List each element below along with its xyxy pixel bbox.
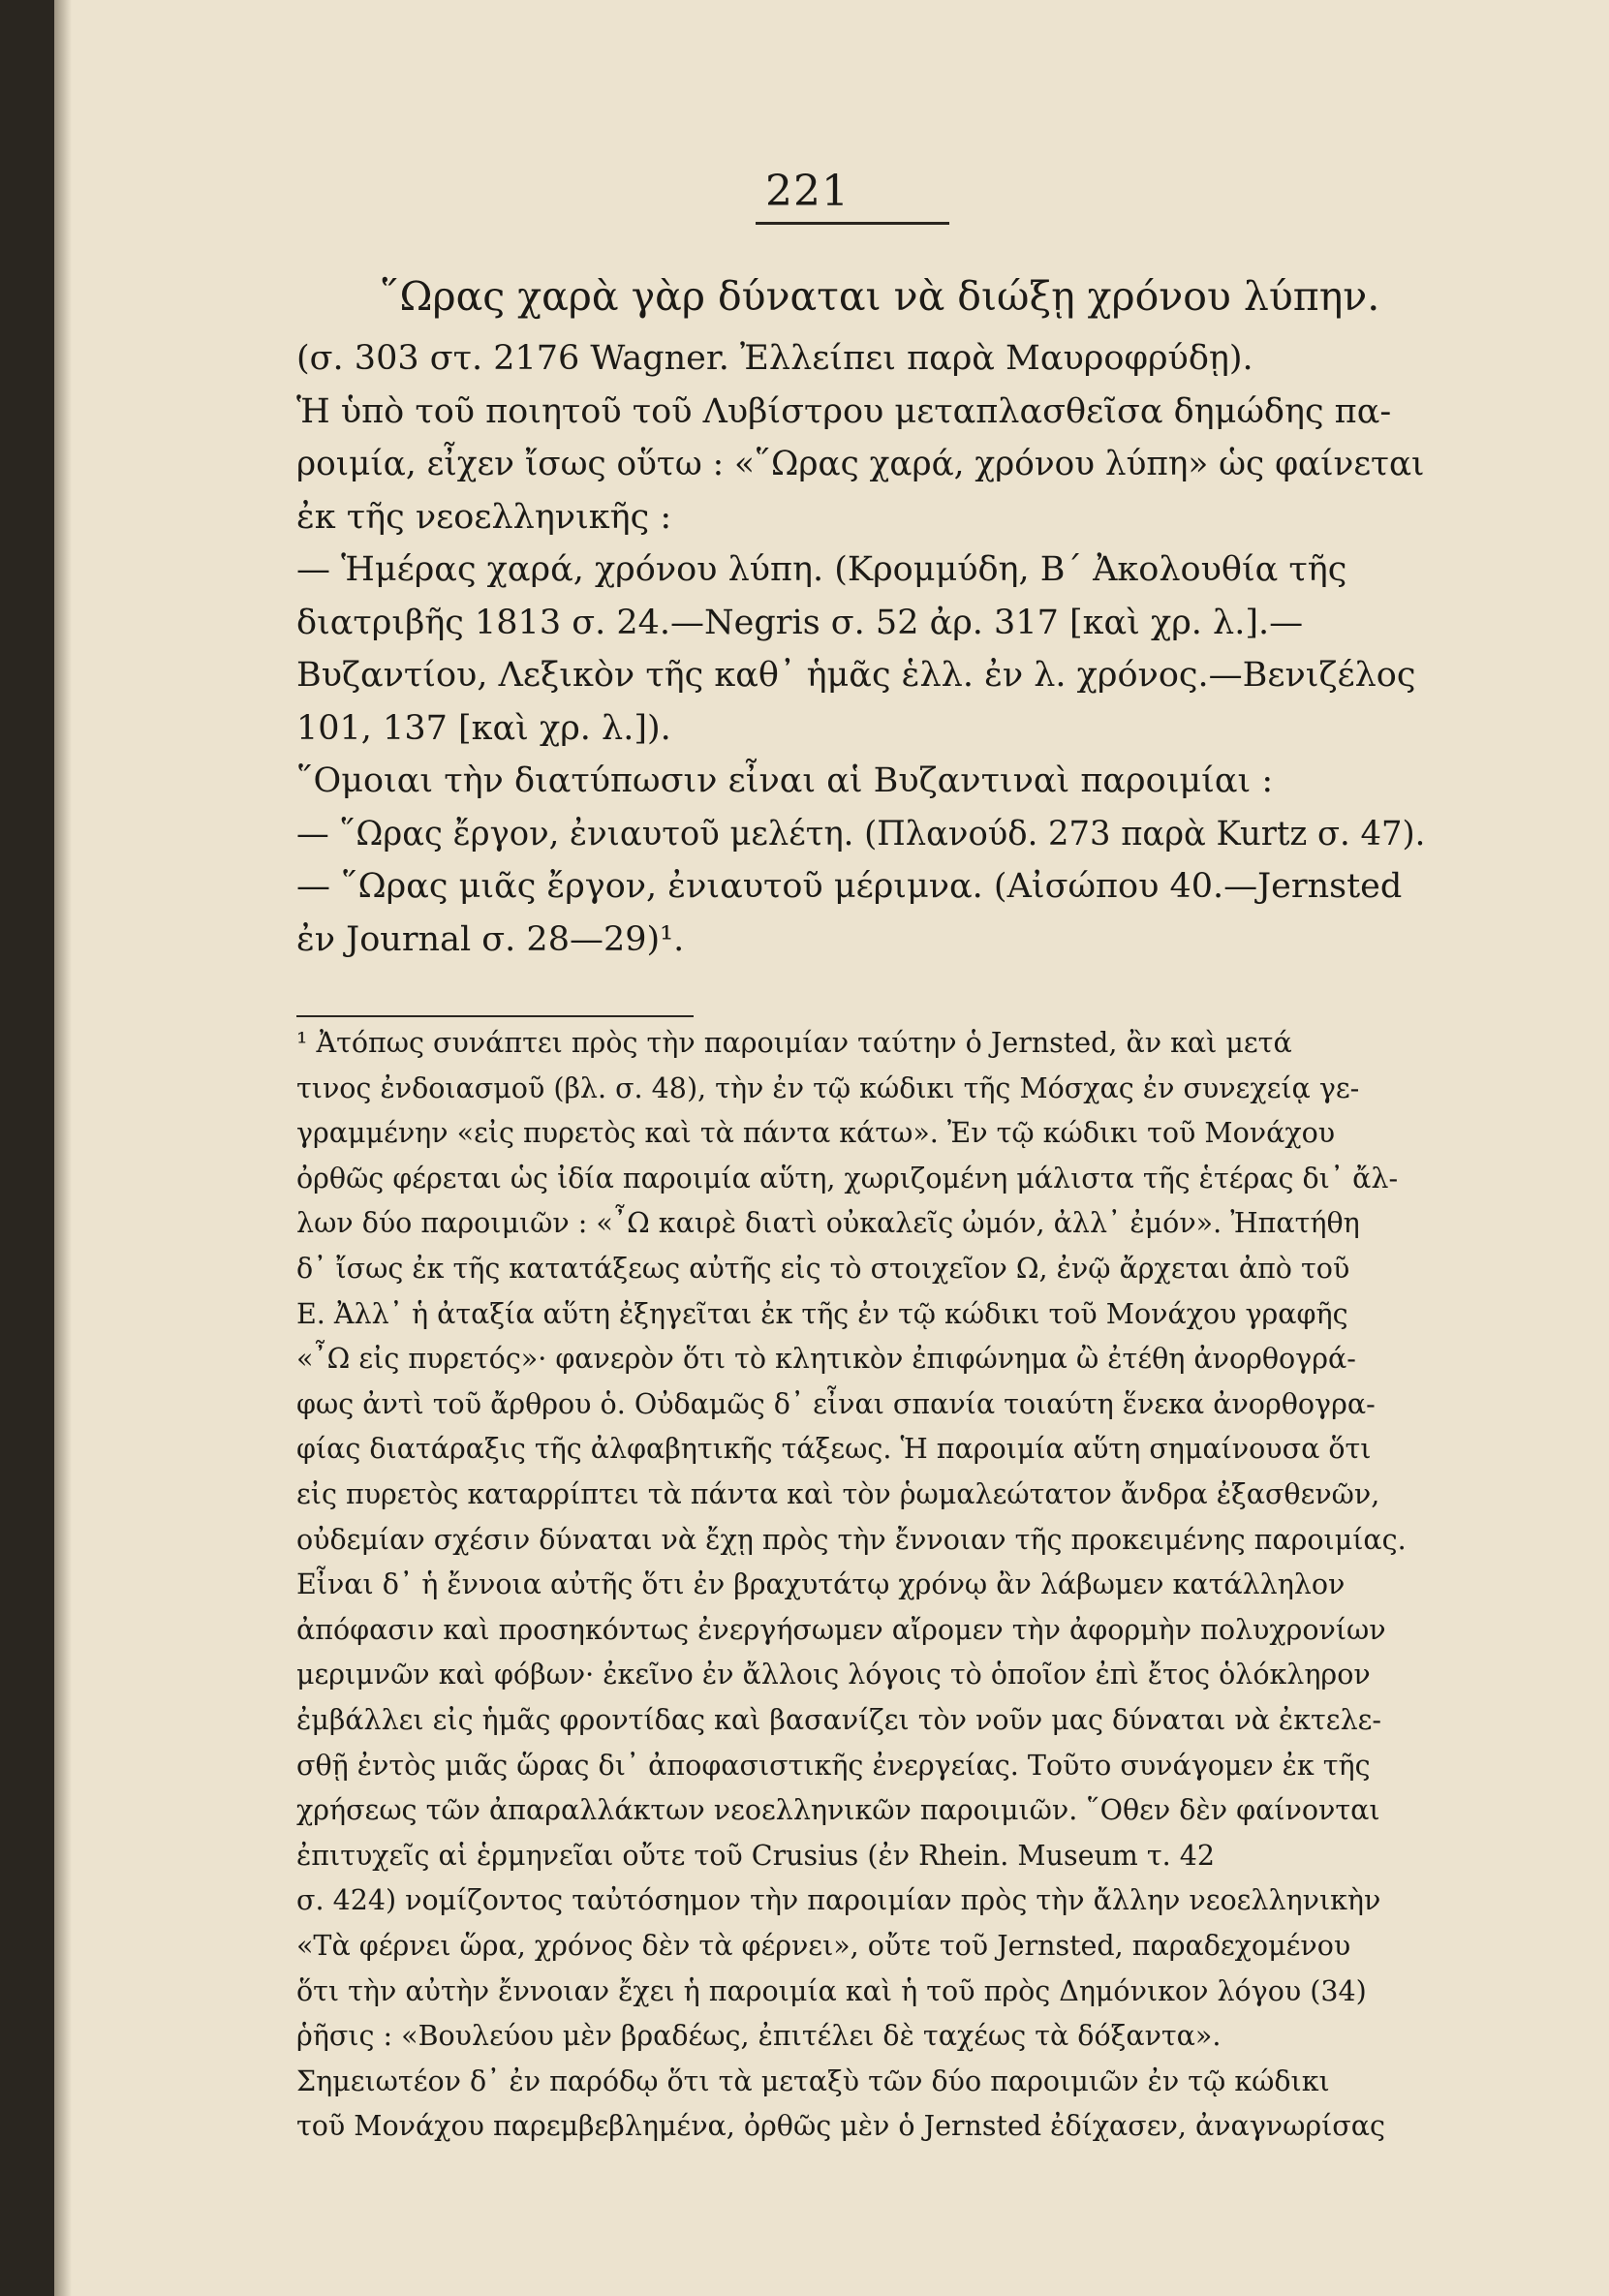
footnote-line: «Τὰ φέρνει ὥρα, χρόνος δὲν τὰ φέρνει», οὔτε τοῦ Jernsted, παραδεχομένου — [296, 1930, 1351, 1962]
footnote-line: Ε. Ἀλλ᾽ ἡ ἀταξία αὕτη ἐξηγεῖται ἐκ τῆς ἐν τῷ κώδικι τοῦ Μονάχου γραφῆς — [296, 1297, 1348, 1330]
body-line: 101, 137 [καὶ χρ. λ.]). — [296, 708, 671, 748]
footnote-line: τοῦ Μονάχου παρεμβεβλημένα, ὀρθῶς μὲν ὁ Jernsted ἐδίχασεν, ἀναγνωρίσας — [296, 2110, 1385, 2143]
footnote-rule — [296, 1015, 694, 1017]
body-line: Βυζαντίου, Λεξικὸν τῆς καθ᾽ ἡμᾶς ἑλλ. ἐν λ. χρόνος.—Βενιζέλος — [296, 656, 1416, 695]
footnote-line: Σημειωτέον δ᾽ ἐν παρόδῳ ὅτι τὰ μεταξὺ τῶν δύο παροιμιῶν ἐν τῷ κώδικι — [296, 2064, 1330, 2097]
footnote-line: οὐδεμίαν σχέσιν δύναται νὰ ἔχῃ πρὸς τὴν ἔννοιαν τῆς προκειμένης παροιμίας. — [296, 1523, 1407, 1556]
footnote-line: φίας διατάραξις τῆς ἀλφαβητικῆς τάξεως. Ἡ παροιμία αὕτη σημαίνουσα ὅτι — [296, 1433, 1372, 1466]
footnote-line: σθῇ ἐντὸς μιᾶς ὥρας δι᾽ ἀποφασιστικῆς ἐνεργείας. Τοῦτο συνάγομεν ἐκ τῆς — [296, 1749, 1371, 1782]
footnote-line: χρήσεως τῶν ἀπαραλλάκτων νεοελληνικῶν παροιμιῶν. ῞Οθεν δὲν φαίνονται — [296, 1794, 1380, 1827]
body-line: ἐν Journal σ. 28—29)¹. — [296, 919, 685, 959]
body-line: διατριβῆς 1813 σ. 24.—Negris σ. 52 ἀρ. 317 [καὶ χρ. λ.].— — [296, 603, 1304, 642]
footnote-line: Εἶναι δ᾽ ἡ ἔννοια αὐτῆς ὅτι ἐν βραχυτάτῳ χρόνῳ ἂν λάβωμεν κατάλληλον — [296, 1568, 1346, 1601]
page-number-rule — [756, 222, 949, 225]
footnote-line: λων δύο παροιμιῶν : «῏Ω καιρὲ διατὶ οὐκαλεῖς ὠμόν, ἀλλ᾽ ἐμόν». Ἠπατήθη — [296, 1207, 1360, 1240]
footnote-line: εἰς πυρετὸς καταρρίπτει τὰ πάντα καὶ τὸν ῥωμαλεώτατον ἄνδρα ἐξασθενῶν, — [296, 1478, 1380, 1510]
footnote-line: ¹ Ἀτόπως συνάπτει πρὸς τὴν παροιμίαν ταύτην ὁ Jernsted, ἂν καὶ μετά — [296, 1027, 1292, 1059]
body-line: — ῞Ωρας ἔργον, ἐνιαυτοῦ μελέτη. (Πλανούδ. 273 παρὰ Kurtz σ. 47). — [296, 814, 1426, 853]
footnote-line: ὅτι τὴν αὐτὴν ἔννοιαν ἔχει ἡ παροιμία καὶ ἡ τοῦ πρὸς Δημόνικον λόγου (34) — [296, 1974, 1367, 2007]
footnote-line: ἐπιτυχεῖς αἱ ἑρμηνεῖαι οὔτε τοῦ Crusius (ἐν Rhein. Museum τ. 42 — [296, 1839, 1216, 1872]
body-line: ῞Ομοιαι τὴν διατύπωσιν εἶναι αἱ Βυζαντιναὶ παροιμίαι : — [296, 761, 1274, 800]
footnote-line: δ᾽ ἴσως ἐκ τῆς κατατάξεως αὐτῆς εἰς τὸ στοιχεῖον Ω, ἐνῷ ἄρχεται ἀπὸ τοῦ — [296, 1253, 1350, 1285]
body-line: ροιμία, εἶχεν ἴσως οὕτω : «῞Ωρας χαρά, χρόνου λύπη» ὡς φαίνεται — [296, 445, 1425, 483]
body-line: — Ἡμέρας χαρά, χρόνου λύπη. (Κρομμύδη, Β΄ Ἀκολουθία τῆς — [296, 550, 1347, 589]
body-line: (σ. 303 στ. 2176 Wagner. Ἐλλείπει παρὰ Μαυροφρύδῃ). — [296, 339, 1253, 378]
footnote-line: σ. 424) νομίζοντος ταὐτόσημον τὴν παροιμίαν πρὸς τὴν ἄλλην νεοελληνικὴν — [296, 1884, 1381, 1917]
footnote-line: τινος ἐνδοιασμοῦ (βλ. σ. 48), τὴν ἐν τῷ κώδικι τῆς Μόσχας ἐν συνεχείᾳ γε- — [296, 1071, 1360, 1104]
verse-line: ῞Ωρας χαρὰ γὰρ δύναται νὰ διώξῃ χρόνου λύπην. — [380, 273, 1380, 320]
footnote-line: φως ἀντὶ τοῦ ἄρθρου ὁ. Οὐδαμῶς δ᾽ εἶναι σπανία τοιαύτη ἕνεκα ἀνορθογρα- — [296, 1387, 1376, 1420]
footnote-line: ἀπόφασιν καὶ προσηκόντως ἐνεργήσωμεν αἴρομεν τὴν ἀφορμὴν πολυχρονίων — [296, 1613, 1386, 1646]
footnote-line: γραμμένην «εἰς πυρετὸς καὶ τὰ πάντα κάτω». Ἐν τῷ κώδικι τοῦ Μονάχου — [296, 1117, 1336, 1150]
page-number: 221 — [765, 167, 850, 216]
footnote-line: ῥῆσις : «Βουλεύου μὲν βραδέως, ἐπιτέλει δὲ ταχέως τὰ δόξαντα». — [296, 2020, 1222, 2053]
body-line: — ῞Ωρας μιᾶς ἔργον, ἐνιαυτοῦ μέριμνα. (Αἰσώπου 40.—Jernsted — [296, 867, 1403, 906]
footnote-line: ὀρθῶς φέρεται ὡς ἰδία παροιμία αὕτη, χωριζομένη μάλιστα τῆς ἑτέρας δι᾽ ἄλ- — [296, 1162, 1399, 1195]
body-line: Ἡ ὑπὸ τοῦ ποιητοῦ τοῦ Λυβίστρου μεταπλασθεῖσα δημώδης πα- — [296, 391, 1392, 431]
footnote-line: ἐμβάλλει εἰς ἡμᾶς φροντίδας καὶ βασανίζει τὸν νοῦν μας δύναται νὰ ἐκτελε- — [296, 1704, 1382, 1736]
body-line: ἐκ τῆς νεοελληνικῆς : — [296, 497, 672, 537]
footnote-line: μεριμνῶν καὶ φόβων· ἐκεῖνο ἐν ἄλλοις λόγοις τὸ ὁποῖον ἐπὶ ἔτος ὁλόκληρον — [296, 1659, 1371, 1691]
footnote-line: «῏Ω εἰς πυρετός»· φανερὸν ὅτι τὸ κλητικὸν ἐπιφώνημα ὢ ἐτέθη ἀνορθογρά- — [296, 1343, 1356, 1376]
book-binding-edge — [0, 0, 54, 2296]
